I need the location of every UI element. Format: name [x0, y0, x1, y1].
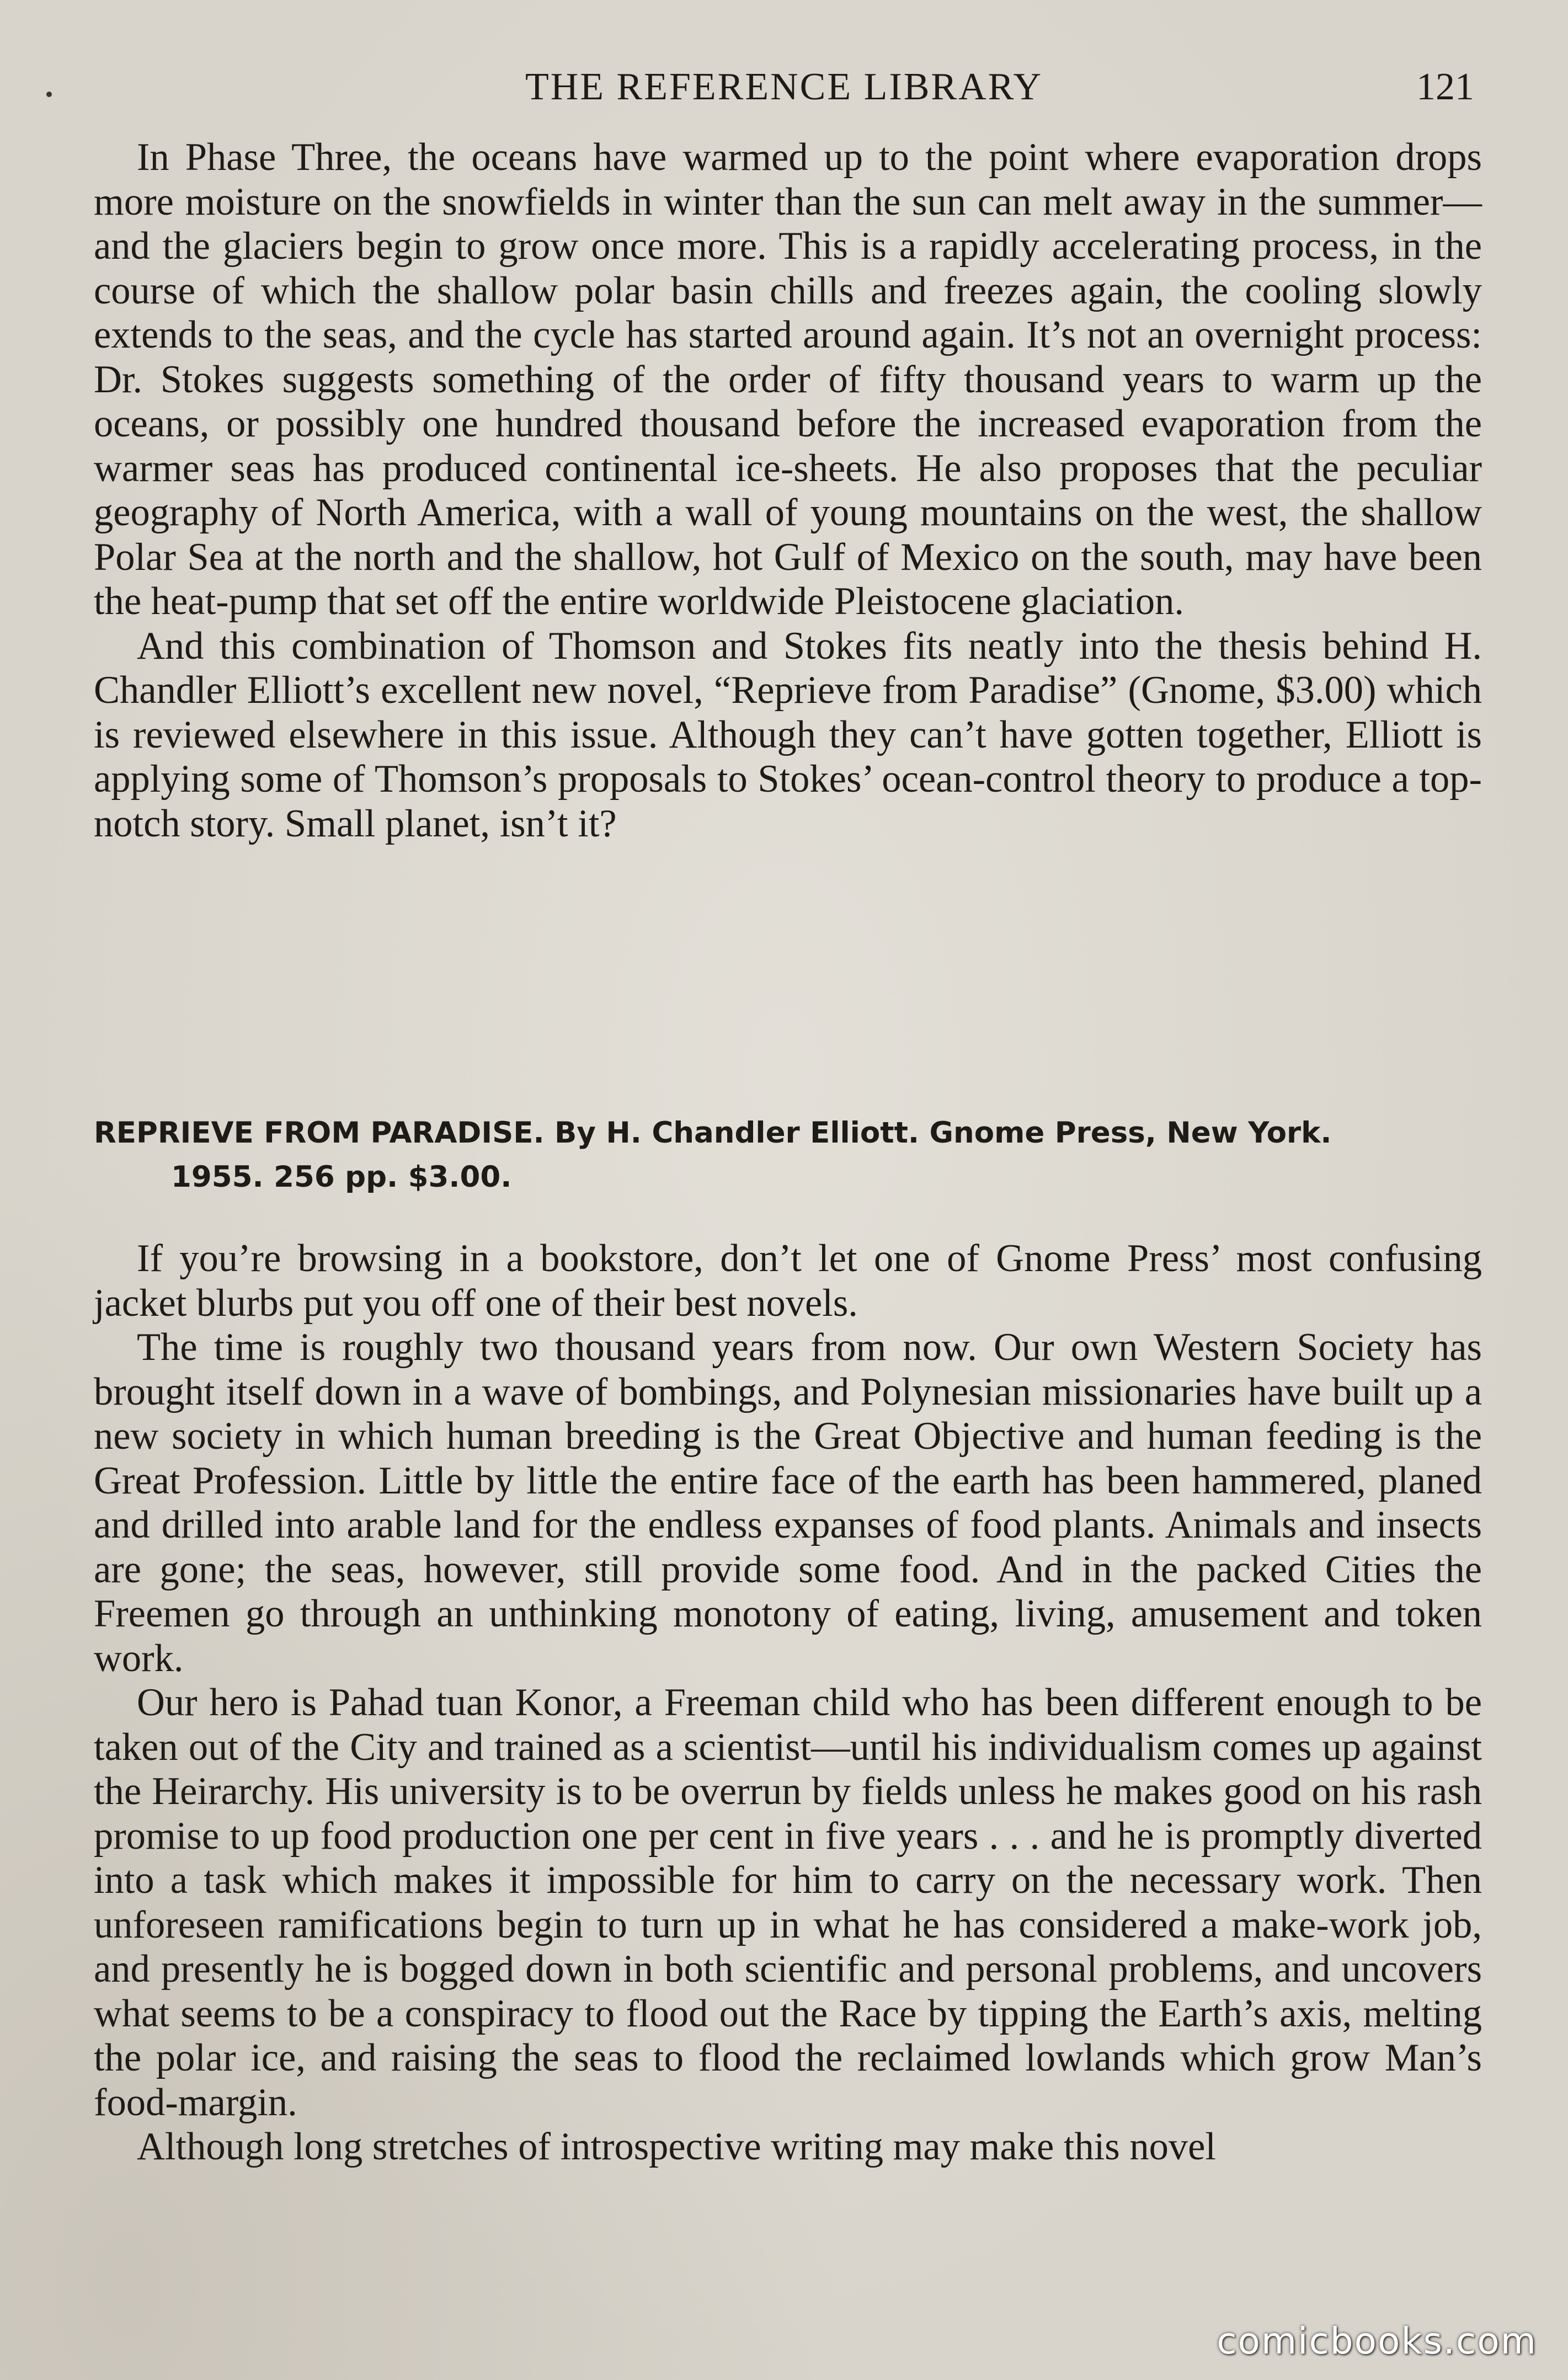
review-heading-line-1: REPRIEVE FROM PARADISE. By H. Chandler Elliott. Gnome Press, New York. — [94, 1116, 1332, 1150]
page-header — [94, 60, 1474, 115]
review-section — [94, 1236, 1482, 2169]
running-title: THE REFERENCE LIBRARY — [525, 66, 1043, 108]
review-heading — [94, 1111, 1482, 1199]
essay-section — [94, 135, 1482, 846]
page-number: 121 — [1416, 66, 1474, 108]
review-paragraph-closing: Although long stretches of introspective writing may make this novel — [137, 2125, 1216, 2168]
watermark: comicbooks.com — [1217, 2320, 1537, 2362]
page-speck — [46, 92, 52, 97]
review-paragraph-bookstore: If you’re browsing in a bookstore, don’t let one of Gnome Press’ most confusing jacket blurbs put you off one of their best novels. — [94, 1237, 1482, 1325]
essay-paragraph-phase-three: In Phase Three, the oceans have warmed up to the point where evaporation drops more moisture on the snowfields in winter than the sun can melt away in the summer—and the glaciers begin to grow once more. This is a rapidly accelerating process, in the course of which the shallow polar basin chills and freezes again, the cooling slowly extends to the seas, and the cycle has started around again. It’s not an overnight process: Dr. Stokes suggests something of the order of fifty thousand years to warm up the oceans, or possibly one hundred thousand before the increased evaporation from the warmer seas has produced continental ice-sheets. He also proposes that the peculiar geography of North America, with a wall of young mountains on the west, the shallow Polar Sea at the north and the shallow, hot Gulf of Mexico on the south, may have been the heat-pump that set off the entire worldwide Pleistocene glaciation. — [94, 136, 1482, 623]
review-paragraph-hero: Our hero is Pahad tuan Konor, a Freeman child who has been different enough to be taken out of the City and trained as a scientist—until his individualism comes up against the Heirarchy. His university is to be overrun by fields unless he makes good on his rash promise to up food production one per cent in five years . . . and he is promptly diverted into a task which makes it impossible for him to carry on the necessary work. Then unforeseen ramifications begin to turn up in what he has considered a make-work job, and presently he is bogged down in both scientific and personal problems, and uncovers what seems to be a conspiracy to flood out the Race by tipping the Earth’s axis, melting the polar ice, and raising the seas to flood the reclaimed lowlands which grow Man’s food-margin. — [94, 1681, 1482, 2124]
review-heading-line-2: 1955. 256 pp. $3.00. — [171, 1160, 512, 1194]
review-paragraph-setting: The time is roughly two thousand years from now. Our own Western Society has brought itself down in a wave of bombings, and Polynesian missionaries have built up a new society in which human breeding is the Great Objective and human feeding is the Great Profession. Little by little the entire face of the earth has been hammered, planed and drilled into arable land for the endless expanses of food plants. Animals and insects are gone; the seas, however, still provide some food. And in the packed Cities the Freemen go through an unthinking monotony of eating, living, amusement and token work. — [94, 1326, 1482, 1680]
essay-paragraph-thomson-stokes: And this combination of Thomson and Stokes fits neatly into the thesis behind H. Chandler Elliott’s excellent new novel, “Reprieve from Paradise” (Gnome, $3.00) which is reviewed elsewhere in this issue. Although they can’t have gotten together, Elliott is applying some of Thomson’s proposals to Stokes’ ocean-control theory to produce a top-notch story. Small planet, isn’t it? — [94, 624, 1482, 845]
